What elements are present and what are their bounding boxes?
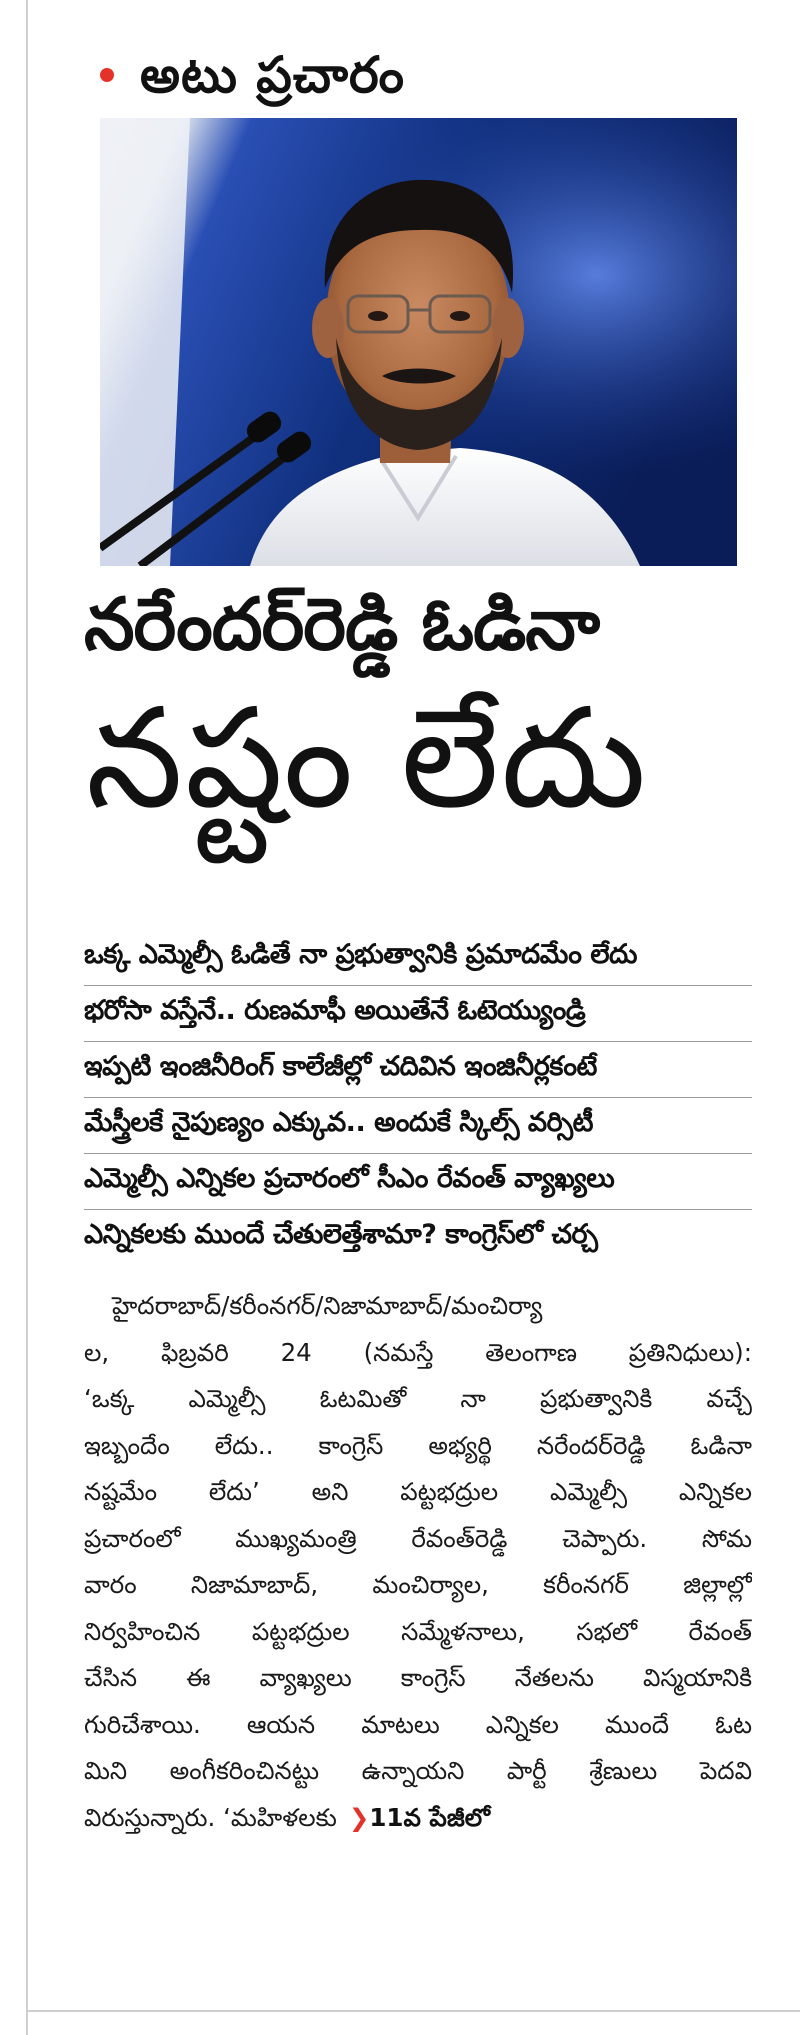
- bullet-dot-icon: [100, 68, 114, 82]
- body-line: ల, ఫిబ్రవరి 24 (నమస్తే తెలంగాణ ప్రతినిధులు):: [84, 1337, 752, 1367]
- body-line-last: [84, 1795, 752, 1842]
- subheadline-decks: [84, 930, 752, 1265]
- continued-arrow-icon: ❯: [348, 1802, 370, 1832]
- headline-line-1: నరేందర్‌రెడ్డి ఓడినా: [84, 582, 600, 666]
- body-line: హైదరాబాద్/కరీంనగర్/నిజామాబాద్/మంచిర్యా: [112, 1291, 543, 1320]
- body-line: ఇబ్బందేం లేదు.. కాంగ్రెస్ అభ్యర్థి నరేందర్‌రెడ్డి ఓడినా: [84, 1430, 752, 1460]
- deck-line: ఇప్పటి ఇంజినీరింగ్ కాలేజీల్లో చదివిన ఇంజినీర్లకంటే: [84, 1042, 752, 1098]
- kicker: [100, 40, 405, 110]
- speaker-photo-illustration: [100, 118, 737, 566]
- deck-line: భరోసా వస్తేనే.. రుణమాఫీ అయితేనే ఓటెయ్యుండ్రి: [84, 986, 752, 1042]
- column-rule: [26, 0, 28, 2035]
- kicker-text: అటు ప్రచారం: [140, 46, 406, 104]
- body-line: మిని అంగీకరించినట్టు ఉన్నాయని పార్టీ శ్రేణులు పెదవి: [84, 1756, 752, 1785]
- deck-line: మేస్త్రీలకే నైపుణ్యం ఎక్కువ.. అందుకే స్కిల్స్ వర్సిటీ: [84, 1098, 752, 1154]
- body-line: చేసిన ఈ వ్యాఖ్యలు కాంగ్రెస్ నేతలను విస్మయానికి: [84, 1663, 752, 1692]
- deck-line: ఎన్నికలకు ముందే చేతులెత్తేశామా? కాంగ్రెస్‌లో చర్చ: [84, 1218, 598, 1250]
- body-line: వారం నిజామాబాద్, మంచిర్యాల, కరీంనగర్ జిల్లాల్లో: [84, 1570, 752, 1599]
- article-photo: [100, 118, 737, 566]
- body-line: నష్టమేం లేదు’ అని పట్టభద్రుల ఎమ్మెల్సీ ఎన్నికల: [84, 1477, 752, 1506]
- body-line: నిర్వహించిన పట్టభద్రుల సమ్మేళనాలు, సభలో రేవంత్: [84, 1616, 752, 1646]
- body-line: ప్రచారంలో ముఖ్యమంత్రి రేవంత్‌రెడ్డి చెప్పారు. సోమ: [84, 1523, 752, 1553]
- body-line: ‘ఒక్క ఎమ్మెల్సీ ఓటమితో నా ప్రభుత్వానికి వచ్చే: [84, 1384, 752, 1413]
- continued-on-page[interactable]: 11వ పేజీలో: [369, 1802, 490, 1832]
- body-line-text: విరుస్తున్నారు. ‘మహిళలకు: [84, 1802, 337, 1832]
- deck-line: ఒక్క ఎమ్మెల్సీ ఓడితే నా ప్రభుత్వానికి ప్రమాదమేం లేదు: [84, 930, 752, 986]
- deck-line: ఎమ్మెల్సీ ఎన్నికల ప్రచారంలో సీఎం రేవంత్ వ్యాఖ్యలు: [84, 1154, 752, 1210]
- headline-line-2: నష్టం లేదు: [86, 678, 649, 839]
- article-body: [84, 1283, 752, 1841]
- bottom-rule: [26, 2010, 800, 2012]
- body-line: గురిచేశాయి. ఆయన మాటలు ఎన్నికల ముందే ఓట: [84, 1709, 752, 1739]
